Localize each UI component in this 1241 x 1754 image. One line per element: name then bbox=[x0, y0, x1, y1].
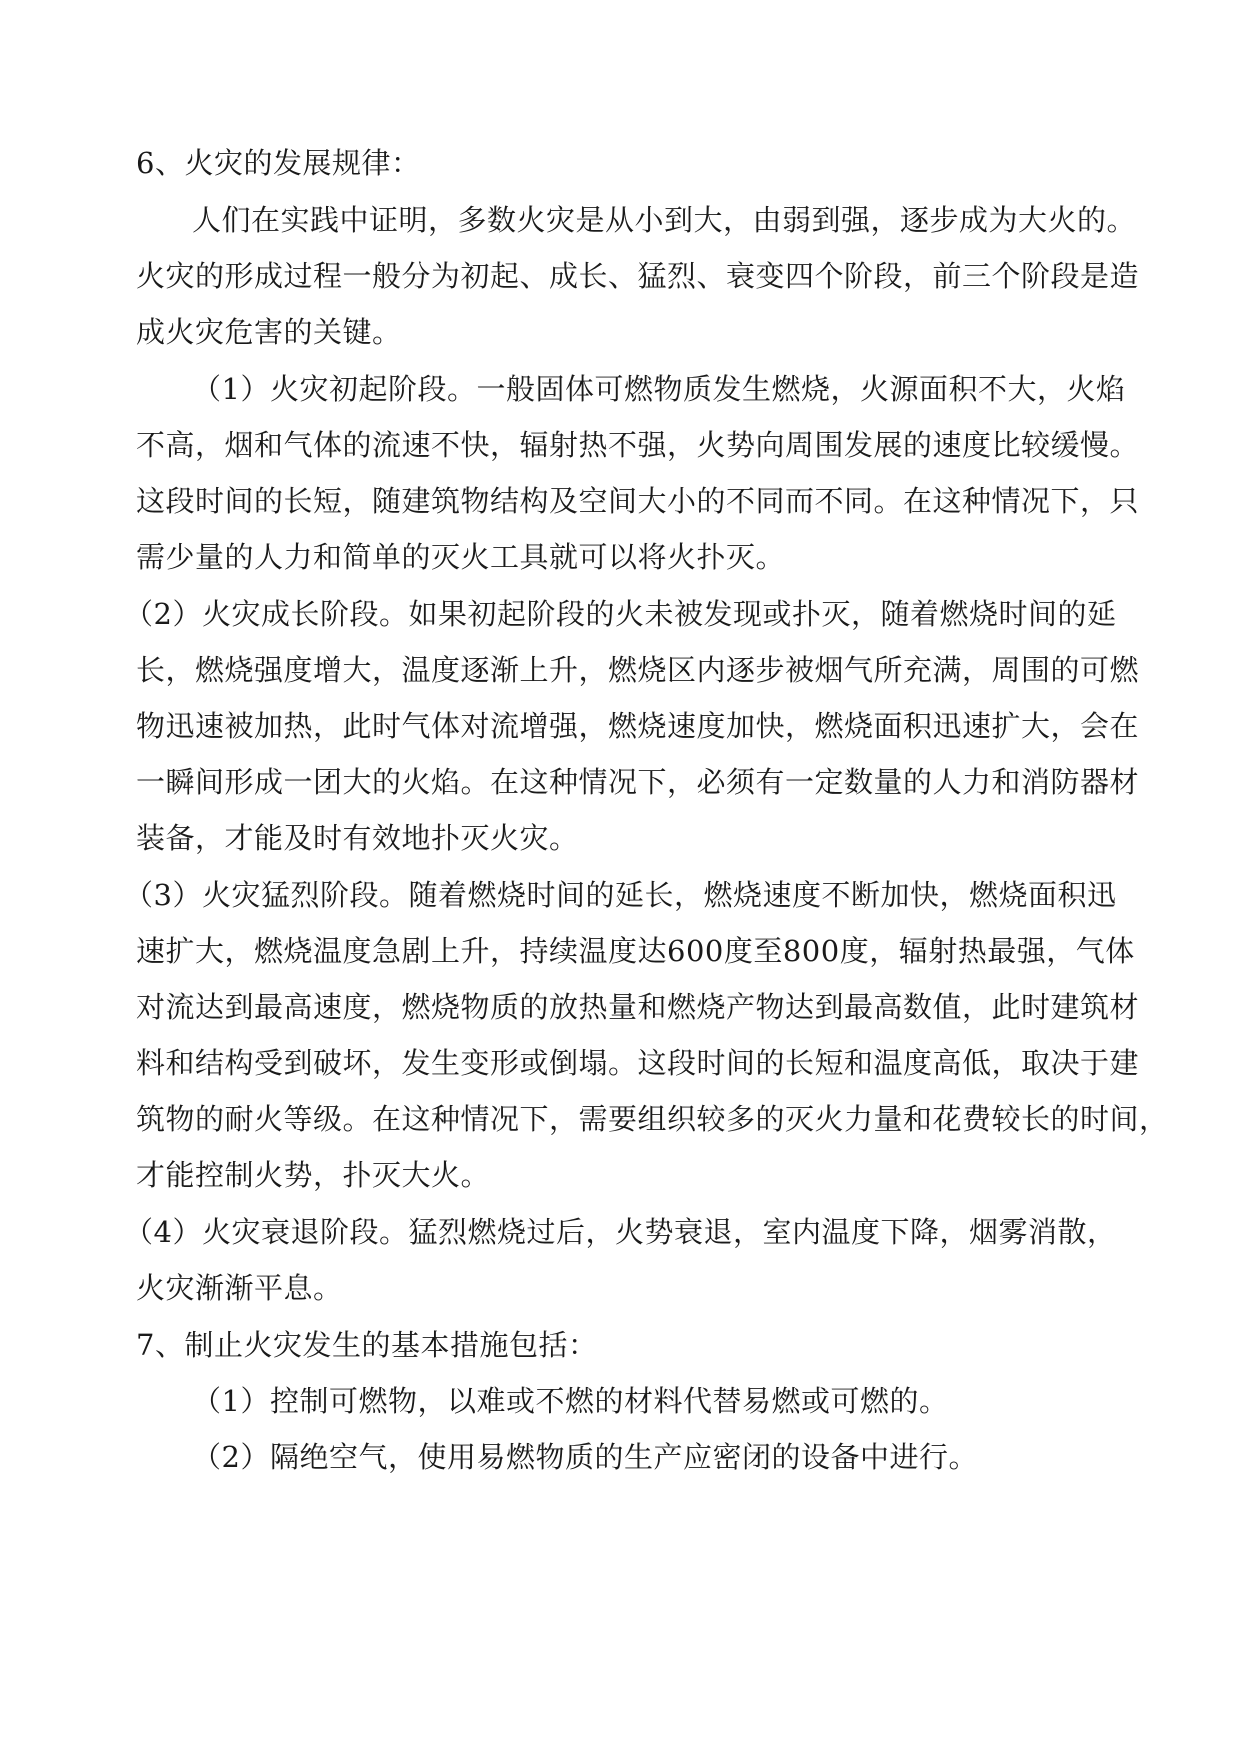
stage2-line-1: （2）火灾成长阶段。如果初起阶段的火未被发现或扑灭，随着燃烧时间的延 bbox=[124, 597, 1117, 631]
intro-line-2: 火灾的形成过程一般分为初起、成长、猛烈、衰变四个阶段，前三个阶段是造 bbox=[136, 259, 1140, 293]
stage1-line-2: 不高，烟和气体的流速不快，辐射热不强，火势向周围发展的速度比较缓慢。 bbox=[136, 428, 1140, 462]
stage1-line-4: 需少量的人力和简单的灭火工具就可以将火扑灭。 bbox=[136, 540, 786, 574]
measure-2: （2）隔绝空气，使用易燃物质的生产应密闭的设备中进行。 bbox=[192, 1440, 978, 1474]
stage2-line-3: 物迅速被加热，此时气体对流增强，燃烧速度加快，燃烧面积迅速扩大，会在 bbox=[136, 709, 1140, 743]
stage4-line-1: （4）火灾衰退阶段。猛烈燃烧过后，火势衰退，室内温度下降，烟雾消散， bbox=[124, 1215, 1117, 1249]
stage3-line-2: 速扩大，燃烧温度急剧上升，持续温度达600度至800度，辐射热最强，气体 bbox=[136, 934, 1135, 968]
stage1-line-3: 这段时间的长短，随建筑物结构及空间大小的不同而不同。在这种情况下，只 bbox=[136, 484, 1140, 518]
section-6-heading: 6、火灾的发展规律： bbox=[136, 146, 421, 180]
stage1-line-1: （1）火灾初起阶段。一般固体可燃物质发生燃烧，火源面积不大，火焰 bbox=[192, 372, 1126, 406]
intro-line-3: 成火灾危害的关键。 bbox=[136, 315, 402, 349]
stage2-line-4: 一瞬间形成一团大的火焰。在这种情况下，必须有一定数量的人力和消防器材 bbox=[136, 765, 1140, 799]
measure-1: （1）控制可燃物，以难或不燃的材料代替易燃或可燃的。 bbox=[192, 1384, 949, 1418]
stage3-line-4: 料和结构受到破坏，发生变形或倒塌。这段时间的长短和温度高低，取决于建 bbox=[136, 1046, 1140, 1080]
stage3-line-3: 对流达到最高速度，燃烧物质的放热量和燃烧产物达到最高数值，此时建筑材 bbox=[136, 990, 1140, 1024]
stage2-line-2: 长，燃烧强度增大，温度逐渐上升，燃烧区内逐步被烟气所充满，周围的可燃 bbox=[136, 653, 1140, 687]
stage3-line-5: 筑物的耐火等级。在这种情况下，需要组织较多的灭火力量和花费较长的时间， bbox=[136, 1102, 1169, 1136]
stage3-line-1: （3）火灾猛烈阶段。随着燃烧时间的延长，燃烧速度不断加快，燃烧面积迅 bbox=[124, 878, 1117, 912]
intro-line-1: 人们在实践中证明，多数火灾是从小到大，由弱到强，逐步成为大火的。 bbox=[192, 203, 1137, 237]
stage2-line-5: 装备，才能及时有效地扑灭火灾。 bbox=[136, 821, 579, 855]
stage3-line-6: 才能控制火势，扑灭大火。 bbox=[136, 1158, 491, 1192]
stage4-line-2: 火灾渐渐平息。 bbox=[136, 1271, 343, 1305]
section-7-heading: 7、制止火灾发生的基本措施包括： bbox=[136, 1328, 598, 1362]
